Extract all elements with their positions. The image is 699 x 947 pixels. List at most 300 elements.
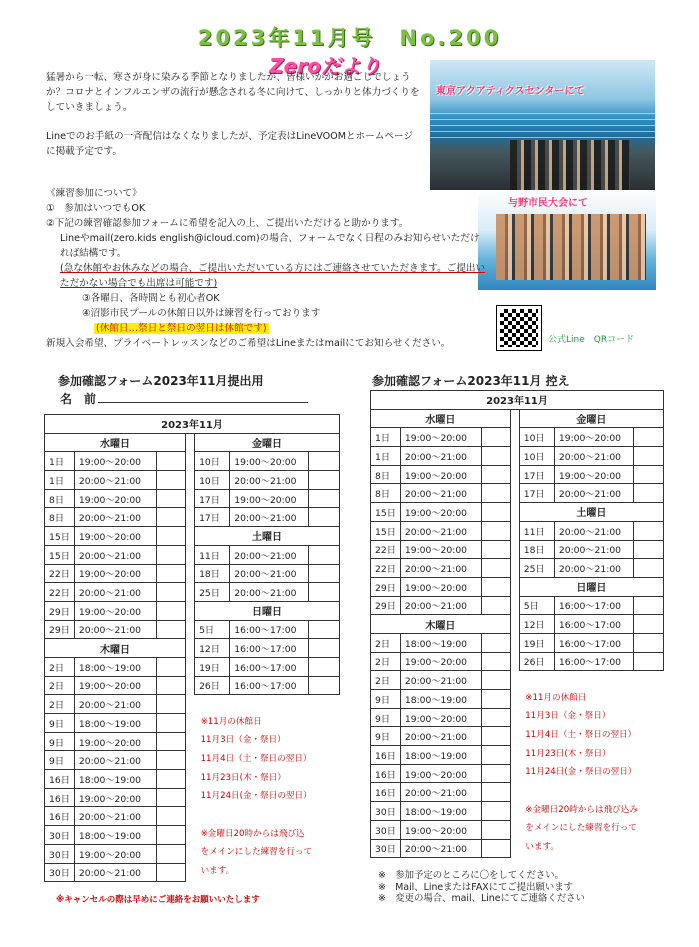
attendance-check-cell[interactable]	[633, 559, 663, 578]
spacer-cell	[186, 826, 195, 845]
date-cell: 30日	[45, 826, 75, 845]
time-cell: 20:00〜21:00	[554, 447, 633, 466]
time-cell: 18:00〜19:00	[74, 657, 156, 676]
spacer-cell	[186, 601, 195, 620]
time-cell: 19:00〜20:00	[74, 564, 156, 583]
spacer-cell	[186, 489, 195, 508]
spacer-cell	[186, 770, 195, 789]
newsletter-name: Zeroだより	[269, 54, 381, 78]
time-cell: 20:00〜21:00	[230, 564, 309, 583]
date-cell: 25日	[519, 559, 554, 578]
date-cell: 12日	[519, 615, 554, 634]
spacer-cell	[510, 671, 519, 690]
time-cell: 19:00〜20:00	[400, 465, 481, 484]
weekday-header: 水曜日	[371, 409, 511, 428]
time-cell: 18:00〜19:00	[400, 690, 481, 709]
time-cell: 20:00〜21:00	[230, 471, 309, 490]
holiday-note: 11月4日（土・祭日の翌日）	[525, 729, 637, 740]
date-cell: 9日	[45, 714, 75, 733]
spacer-cell	[186, 452, 195, 471]
date-cell: 2日	[371, 633, 401, 652]
date-cell: 16日	[45, 770, 75, 789]
date-cell: 18日	[519, 540, 554, 559]
date-cell: 2日	[45, 695, 75, 714]
attendance-check-cell[interactable]	[633, 521, 663, 540]
time-cell: 19:00〜20:00	[400, 428, 481, 447]
spacer-cell	[186, 751, 195, 770]
time-cell: 19:00〜20:00	[400, 652, 481, 671]
attendance-check-cell[interactable]	[156, 545, 186, 564]
date-cell: 19日	[195, 657, 230, 676]
weekday-header: 水曜日	[45, 433, 186, 452]
attendance-check-cell[interactable]	[309, 620, 340, 639]
time-cell: 20:00〜21:00	[74, 583, 156, 602]
qr-label: 公式Line QRコード	[548, 335, 635, 345]
date-cell: 15日	[45, 527, 75, 546]
spacer-cell	[510, 802, 519, 821]
attendance-check-cell[interactable]	[309, 676, 340, 695]
practice-item-4: ④沼影市民プールの休館日以外は練習を行っております	[82, 308, 321, 319]
spacer-cell	[186, 433, 195, 452]
holiday-note: ※金曜日20時からは飛び込	[200, 828, 305, 839]
holiday-note: ※金曜日20時からは飛び込み	[525, 804, 638, 815]
date-cell: 1日	[45, 452, 75, 471]
time-cell: 19:00〜20:00	[74, 732, 156, 751]
holiday-note: 11月24日(金・祭日の翌日）	[200, 791, 312, 802]
holiday-note: 11月3日（金・祭日）	[525, 711, 611, 722]
date-cell: 11日	[519, 521, 554, 540]
time-cell: 20:00〜21:00	[400, 783, 481, 802]
attendance-check-cell[interactable]	[482, 820, 511, 839]
attendance-check-cell[interactable]	[633, 465, 663, 484]
attendance-check-cell[interactable]	[156, 714, 186, 733]
date-cell: 29日	[45, 601, 75, 620]
attendance-check-cell[interactable]	[482, 764, 511, 783]
time-cell: 18:00〜19:00	[74, 826, 156, 845]
photo-caption-2: 与野市民大会にて	[508, 198, 588, 209]
attendance-check-cell[interactable]	[482, 577, 511, 596]
time-cell: 19:00〜20:00	[400, 577, 481, 596]
weekday-header: 金曜日	[195, 433, 340, 452]
name-label: 名 前	[60, 392, 97, 406]
left-form-title: 参加確認フォーム2023年11月提出用	[58, 374, 264, 388]
team-group	[510, 140, 630, 190]
spacer-cell	[186, 695, 195, 714]
date-cell: 30日	[371, 839, 401, 858]
attendance-check-cell[interactable]	[156, 863, 186, 882]
date-cell: 26日	[195, 676, 230, 695]
date-cell: 2日	[45, 657, 75, 676]
attendance-check-cell[interactable]	[156, 732, 186, 751]
time-cell: 20:00〜21:00	[74, 751, 156, 770]
attendance-check-cell[interactable]	[482, 690, 511, 709]
closed-day-note: (休館日…祭日と祭日の翌日は休館です)	[96, 323, 267, 334]
empty-cell	[519, 671, 663, 690]
attendance-check-cell[interactable]	[309, 545, 340, 564]
spacer-cell	[186, 639, 195, 658]
spacer-cell	[186, 583, 195, 602]
time-cell: 19:00〜20:00	[400, 540, 481, 559]
name-input-line[interactable]	[98, 402, 308, 403]
time-cell: 19:00〜20:00	[74, 489, 156, 508]
attendance-check-cell[interactable]	[482, 783, 511, 802]
holiday-note: 11月4日（土・祭日の翌日）	[200, 753, 312, 764]
attendance-check-cell[interactable]	[633, 633, 663, 652]
spacer-cell	[186, 620, 195, 639]
attendance-check-cell[interactable]	[633, 447, 663, 466]
right-attendance-table	[370, 390, 664, 858]
intro-text	[46, 70, 422, 173]
attendance-check-cell[interactable]	[633, 596, 663, 615]
attendance-check-cell[interactable]	[156, 620, 186, 639]
practice-item-3: ③各曜日、各時間とも初心者OK	[82, 293, 220, 304]
attendance-check-cell[interactable]	[309, 657, 340, 676]
attendance-check-cell[interactable]	[309, 639, 340, 658]
time-cell: 19:00〜20:00	[554, 465, 633, 484]
time-cell: 20:00〜21:00	[400, 671, 481, 690]
weekday-header: 日曜日	[519, 577, 663, 596]
spacer-cell	[510, 428, 519, 447]
time-cell: 19:00〜20:00	[74, 788, 156, 807]
weekday-header: 土曜日	[519, 503, 663, 522]
time-cell: 20:00〜21:00	[400, 447, 481, 466]
empty-cell	[195, 695, 340, 714]
attendance-check-cell[interactable]	[482, 465, 511, 484]
holiday-note	[519, 783, 663, 802]
qr-code-icon[interactable]	[497, 306, 541, 350]
spacer-cell	[186, 844, 195, 863]
time-cell: 20:00〜21:00	[74, 620, 156, 639]
spacer-cell	[510, 708, 519, 727]
attendance-check-cell[interactable]	[633, 540, 663, 559]
time-cell: 20:00〜21:00	[554, 540, 633, 559]
date-cell: 2日	[45, 676, 75, 695]
intro-paragraph-2: Lineでのお手紙の一斉配信はなくなりましたが、予定表はLineVOOMとホームページに掲載予定です。	[46, 131, 413, 157]
attendance-check-cell[interactable]	[482, 708, 511, 727]
attendance-check-cell[interactable]	[482, 521, 511, 540]
time-cell: 18:00〜19:00	[400, 802, 481, 821]
spacer-cell	[510, 764, 519, 783]
date-cell: 15日	[371, 521, 401, 540]
swimmers-group	[496, 214, 646, 280]
intro-paragraph-1: 猛暑から一転、寒さが身に染みる季節となりましたが、皆様いかがお過ごしでしょうか？コロナとインフルエンザの流行が懸念される冬に向けて、しっかりと体力づくりをしていきましょう。	[46, 72, 420, 113]
time-cell: 20:00〜21:00	[554, 484, 633, 503]
spacer-cell	[186, 732, 195, 751]
holiday-note: います。	[200, 866, 235, 876]
time-cell: 16:00〜17:00	[230, 657, 309, 676]
date-cell: 19日	[519, 633, 554, 652]
spacer-cell	[510, 839, 519, 858]
time-cell: 19:00〜20:00	[400, 764, 481, 783]
date-cell: 10日	[519, 428, 554, 447]
date-cell: 11日	[195, 545, 230, 564]
aquatics-center-photo	[430, 60, 655, 190]
attendance-check-cell[interactable]	[309, 452, 340, 471]
time-cell: 20:00〜21:00	[74, 545, 156, 564]
spacer-cell	[510, 783, 519, 802]
spacer-cell	[186, 545, 195, 564]
attendance-check-cell[interactable]	[156, 527, 186, 546]
attendance-check-cell[interactable]	[482, 503, 511, 522]
time-cell: 16:00〜17:00	[554, 615, 633, 634]
time-cell: 19:00〜20:00	[230, 489, 309, 508]
holiday-note: をメインにした練習を行って	[525, 823, 637, 834]
attendance-check-cell[interactable]	[633, 428, 663, 447]
time-cell: 20:00〜21:00	[74, 807, 156, 826]
date-cell: 30日	[371, 820, 401, 839]
spacer-cell	[510, 615, 519, 634]
spacer-cell	[510, 559, 519, 578]
spacer-cell	[510, 521, 519, 540]
attendance-check-cell[interactable]	[482, 596, 511, 615]
spacer-cell	[186, 527, 195, 546]
date-cell: 5日	[519, 596, 554, 615]
spacer-cell	[186, 657, 195, 676]
attendance-check-cell[interactable]	[482, 447, 511, 466]
spacer-cell	[510, 540, 519, 559]
time-cell: 20:00〜21:00	[554, 521, 633, 540]
attendance-check-cell[interactable]	[482, 540, 511, 559]
date-cell: 25日	[195, 583, 230, 602]
time-cell: 16:00〜17:00	[554, 652, 633, 671]
attendance-check-cell[interactable]	[309, 564, 340, 583]
spacer-cell	[510, 633, 519, 652]
footer-note-1: ※ 参加予定のところに〇をしてください。	[378, 870, 564, 881]
time-cell: 19:00〜20:00	[400, 708, 481, 727]
spacer-cell	[186, 508, 195, 527]
time-cell: 20:00〜21:00	[400, 727, 481, 746]
time-cell: 19:00〜20:00	[554, 428, 633, 447]
attendance-check-cell[interactable]	[482, 633, 511, 652]
spacer-cell	[186, 564, 195, 583]
month-header: 2023年11月	[45, 415, 340, 434]
time-cell: 19:00〜20:00	[74, 601, 156, 620]
attendance-check-cell[interactable]	[482, 559, 511, 578]
date-cell: 9日	[45, 732, 75, 751]
date-cell: 2日	[371, 652, 401, 671]
date-cell: 8日	[45, 508, 75, 527]
attendance-check-cell[interactable]	[482, 802, 511, 821]
holiday-note: をメインにした練習を行って	[200, 847, 313, 858]
attendance-check-cell[interactable]	[156, 826, 186, 845]
time-cell: 18:00〜19:00	[74, 714, 156, 733]
spacer-cell	[510, 484, 519, 503]
city-meet-photo	[478, 190, 656, 290]
photo-caption-1: 東京アクアティクスセンターにて	[436, 86, 585, 97]
attendance-check-cell[interactable]	[309, 508, 340, 527]
attendance-check-cell[interactable]	[482, 671, 511, 690]
date-cell: 22日	[45, 583, 75, 602]
spacer-cell	[510, 409, 519, 428]
practice-item-2c: (急な休館やお休みなどの場合、ご提出いただいている方にはご連絡させていただきます。ご提出いただかない場合でも出席は可能です)	[60, 263, 486, 289]
date-cell: 12日	[195, 639, 230, 658]
date-cell: 10日	[195, 452, 230, 471]
date-cell: 16日	[371, 746, 401, 765]
date-cell: 26日	[519, 652, 554, 671]
date-cell: 16日	[45, 807, 75, 826]
date-cell: 1日	[45, 471, 75, 490]
time-cell: 19:00〜20:00	[74, 676, 156, 695]
time-cell: 20:00〜21:00	[400, 839, 481, 858]
attendance-check-cell[interactable]	[156, 583, 186, 602]
time-cell: 19:00〜20:00	[74, 452, 156, 471]
date-cell: 16日	[371, 783, 401, 802]
attendance-check-cell[interactable]	[633, 484, 663, 503]
spacer-cell	[510, 465, 519, 484]
time-cell: 20:00〜21:00	[74, 695, 156, 714]
date-cell: 22日	[371, 559, 401, 578]
date-cell: 8日	[371, 465, 401, 484]
spacer-cell	[186, 471, 195, 490]
footer-note-3: ※ 変更の場合、mail、Lineにてご連絡ください	[378, 893, 585, 904]
newsletter-issue-title: 2023年11月号 No.200	[197, 26, 502, 50]
date-cell: 1日	[371, 447, 401, 466]
time-cell: 20:00〜21:00	[400, 559, 481, 578]
time-cell: 19:00〜20:00	[400, 820, 481, 839]
holiday-note: 11月24日(金・祭日の翌日）	[525, 767, 637, 778]
spacer-cell	[510, 820, 519, 839]
time-cell: 19:00〜20:00	[400, 503, 481, 522]
weekday-header: 木曜日	[371, 615, 511, 634]
spacer-cell	[186, 714, 195, 733]
date-cell: 18日	[195, 564, 230, 583]
time-cell: 18:00〜19:00	[74, 770, 156, 789]
date-cell: 8日	[371, 484, 401, 503]
attendance-check-cell[interactable]	[156, 695, 186, 714]
time-cell: 20:00〜21:00	[554, 559, 633, 578]
practice-item-1: ① 参加はいつでもOK	[46, 203, 146, 214]
date-cell: 10日	[519, 447, 554, 466]
spacer-cell	[510, 577, 519, 596]
date-cell: 17日	[195, 489, 230, 508]
practice-item-5: 新規入会希望、プライベートレッスンなどのご希望はLineまたはmailにてお知らせください。	[46, 338, 451, 349]
date-cell: 9日	[45, 751, 75, 770]
time-cell: 16:00〜17:00	[230, 676, 309, 695]
date-cell: 9日	[371, 727, 401, 746]
attendance-check-cell[interactable]	[156, 844, 186, 863]
practice-item-2b: Lineやmail(zero.kids english@icloud.com)の場合、フォームでなく日程のみお知らせいただければ結構です。	[60, 233, 480, 259]
date-cell: 9日	[371, 690, 401, 709]
attendance-check-cell[interactable]	[156, 489, 186, 508]
date-cell: 30日	[371, 802, 401, 821]
attendance-check-cell[interactable]	[482, 484, 511, 503]
holiday-note: 11月23日(木・祭日）	[525, 748, 611, 759]
attendance-check-cell[interactable]	[156, 508, 186, 527]
date-cell: 10日	[195, 471, 230, 490]
weekday-header: 土曜日	[195, 527, 340, 546]
date-cell: 29日	[371, 577, 401, 596]
holiday-note	[195, 807, 340, 826]
time-cell: 20:00〜21:00	[400, 596, 481, 615]
date-cell: 29日	[45, 620, 75, 639]
date-cell: 17日	[519, 465, 554, 484]
attendance-check-cell[interactable]	[482, 746, 511, 765]
cancel-note: ※キャンセルの際は早めにご連絡をお願いいたします	[56, 895, 260, 905]
date-cell: 30日	[45, 844, 75, 863]
weekday-header: 日曜日	[195, 601, 340, 620]
date-cell: 16日	[45, 788, 75, 807]
attendance-check-cell[interactable]	[482, 727, 511, 746]
spacer-cell	[510, 746, 519, 765]
spacer-cell	[510, 447, 519, 466]
date-cell: 15日	[45, 545, 75, 564]
attendance-check-cell[interactable]	[633, 615, 663, 634]
time-cell: 20:00〜21:00	[74, 471, 156, 490]
attendance-check-cell[interactable]	[156, 452, 186, 471]
attendance-check-cell[interactable]	[309, 489, 340, 508]
attendance-check-cell[interactable]	[156, 471, 186, 490]
time-cell: 20:00〜21:00	[74, 508, 156, 527]
attendance-check-cell[interactable]	[156, 788, 186, 807]
holiday-note: ※11月の休館日	[525, 692, 587, 703]
time-cell: 16:00〜17:00	[554, 596, 633, 615]
holiday-note: ※11月の休館日	[200, 716, 262, 727]
practice-info	[46, 186, 486, 351]
time-cell: 20:00〜21:00	[230, 583, 309, 602]
weekday-header: 木曜日	[45, 639, 186, 658]
practice-title: 《練習参加について》	[46, 188, 142, 199]
attendance-check-cell[interactable]	[156, 657, 186, 676]
attendance-check-cell[interactable]	[633, 652, 663, 671]
attendance-check-cell[interactable]	[156, 770, 186, 789]
date-cell: 1日	[371, 428, 401, 447]
time-cell: 16:00〜17:00	[230, 639, 309, 658]
footer-note-2: ※ Mail、LineまたはFAXにてご提出願います	[378, 881, 574, 893]
spacer-cell	[186, 676, 195, 695]
time-cell: 16:00〜17:00	[554, 633, 633, 652]
holiday-note: 11月23日(木・祭日）	[200, 772, 286, 783]
spacer-cell	[510, 596, 519, 615]
right-form-title: 参加確認フォーム2023年11月 控え	[372, 374, 570, 388]
date-cell: 22日	[45, 564, 75, 583]
date-cell: 16日	[371, 764, 401, 783]
month-header: 2023年11月	[371, 391, 664, 410]
spacer-cell	[186, 863, 195, 882]
attendance-check-cell[interactable]	[482, 652, 511, 671]
attendance-check-cell[interactable]	[156, 601, 186, 620]
spacer-cell	[510, 690, 519, 709]
attendance-check-cell[interactable]	[482, 428, 511, 447]
time-cell: 16:00〜17:00	[230, 620, 309, 639]
date-cell: 9日	[371, 708, 401, 727]
attendance-check-cell[interactable]	[156, 751, 186, 770]
date-cell: 17日	[195, 508, 230, 527]
spacer-cell	[510, 652, 519, 671]
holiday-note: 11月3日（金・祭日）	[200, 735, 286, 746]
time-cell: 20:00〜21:00	[74, 863, 156, 882]
holiday-note: います。	[525, 842, 559, 852]
date-cell: 2日	[371, 671, 401, 690]
time-cell: 20:00〜21:00	[400, 521, 481, 540]
footer-notes	[378, 870, 585, 905]
attendance-check-cell[interactable]	[482, 839, 511, 858]
date-cell: 5日	[195, 620, 230, 639]
time-cell: 20:00〜21:00	[230, 508, 309, 527]
time-cell: 20:00〜21:00	[400, 484, 481, 503]
time-cell: 19:00〜20:00	[230, 452, 309, 471]
date-cell: 17日	[519, 484, 554, 503]
date-cell: 30日	[45, 863, 75, 882]
time-cell: 19:00〜20:00	[74, 844, 156, 863]
attendance-check-cell[interactable]	[156, 676, 186, 695]
spacer-cell	[186, 807, 195, 826]
attendance-check-cell[interactable]	[156, 564, 186, 583]
time-cell: 20:00〜21:00	[230, 545, 309, 564]
attendance-check-cell[interactable]	[309, 583, 340, 602]
attendance-check-cell[interactable]	[309, 471, 340, 490]
practice-item-2: ②下記の練習確認参加フォームに希望を記入の上、ご提出いただけると助かります。	[46, 218, 409, 229]
attendance-check-cell[interactable]	[156, 807, 186, 826]
